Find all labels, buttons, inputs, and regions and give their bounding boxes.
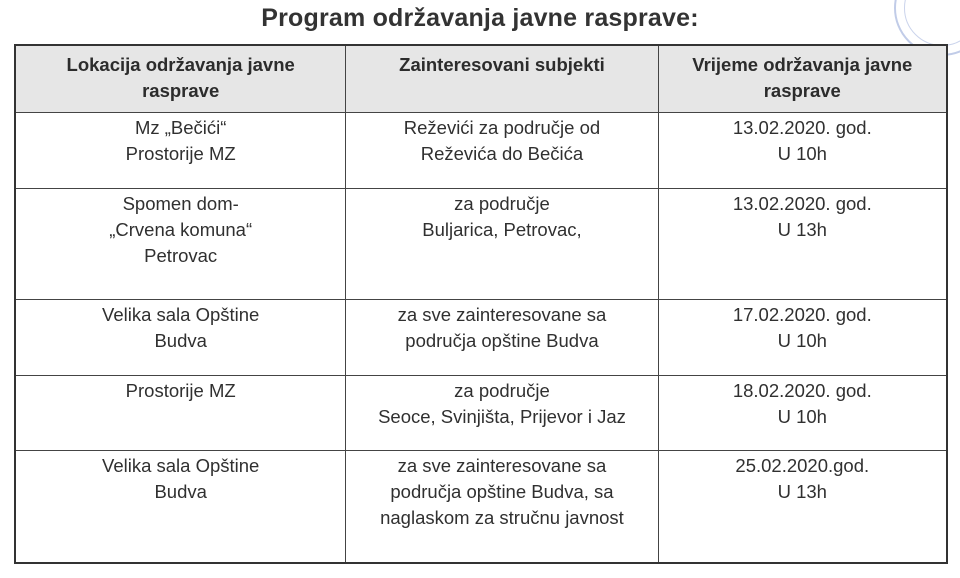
location-cell bbox=[15, 113, 346, 189]
header-location bbox=[15, 45, 346, 113]
time-cell bbox=[658, 375, 947, 451]
cell-line: „Crvena komuna“ bbox=[109, 218, 253, 240]
header-line: rasprave bbox=[763, 80, 841, 101]
table-row bbox=[15, 451, 947, 563]
cell-line: Reževići za područje od bbox=[403, 117, 601, 138]
location-cell bbox=[15, 375, 346, 451]
cell-line: 18.02.2020. god. bbox=[732, 379, 872, 401]
header-time bbox=[658, 45, 947, 113]
header-subjects bbox=[346, 45, 658, 113]
header-line: Lokacija održavanja javne bbox=[66, 54, 295, 75]
page-title: Program održavanja javne rasprave: bbox=[261, 4, 699, 32]
cell-line: 13.02.2020. god. bbox=[732, 192, 872, 214]
table-row bbox=[15, 113, 947, 189]
cell-line: Velika sala Opštine bbox=[102, 455, 260, 477]
subjects-cell bbox=[346, 188, 658, 299]
schedule-table bbox=[14, 44, 948, 564]
cell-line: Budva bbox=[154, 481, 207, 503]
cell-line: U 10h bbox=[777, 330, 827, 352]
cell-line: naglaskom za stručnu javnost bbox=[380, 507, 624, 529]
cell-line: 17.02.2020. god. bbox=[732, 304, 872, 326]
cell-line: Prostorije MZ bbox=[125, 379, 236, 401]
cell-line: područja opštine Budva, sa bbox=[390, 481, 614, 503]
cell-line: Prostorije MZ bbox=[125, 143, 236, 164]
cell-line: U 13h bbox=[777, 481, 827, 503]
subjects-cell bbox=[346, 451, 658, 563]
cell-line: za područje bbox=[454, 379, 550, 401]
location-cell bbox=[15, 188, 346, 299]
header-line: Zainteresovani subjekti bbox=[399, 54, 605, 75]
location-cell bbox=[15, 300, 346, 376]
cell-line: za sve zainteresovane sa bbox=[397, 455, 607, 477]
cell-line: Seoce, Svinjišta, Prijevor i Jaz bbox=[378, 405, 626, 427]
cell-line: Budva bbox=[154, 330, 207, 352]
cell-line: Petrovac bbox=[144, 244, 218, 266]
header-line: Vrijeme održavanja javne bbox=[692, 54, 913, 75]
cell-line: Reževića do Bečića bbox=[420, 143, 584, 164]
cell-line: U 10h bbox=[777, 405, 827, 427]
location-cell bbox=[15, 451, 346, 563]
subjects-cell bbox=[346, 375, 658, 451]
table-header-row bbox=[15, 45, 947, 113]
cell-line: 25.02.2020.god. bbox=[735, 455, 870, 477]
subjects-cell bbox=[346, 300, 658, 376]
cell-line: za sve zainteresovane sa bbox=[397, 304, 607, 326]
cell-line: područja opštine Budva bbox=[405, 330, 599, 352]
cell-line: U 13h bbox=[777, 218, 827, 240]
table-row bbox=[15, 375, 947, 451]
cell-line: Spomen dom- bbox=[122, 192, 239, 214]
cell-line: Mz „Bečići“ bbox=[134, 117, 227, 138]
time-cell bbox=[658, 188, 947, 299]
header-line: rasprave bbox=[142, 80, 220, 101]
cell-line: U 10h bbox=[777, 143, 827, 164]
time-cell bbox=[658, 300, 947, 376]
table-row bbox=[15, 300, 947, 376]
table-row bbox=[15, 188, 947, 299]
cell-line: Velika sala Opštine bbox=[102, 304, 260, 326]
subjects-cell bbox=[346, 113, 658, 189]
time-cell bbox=[658, 451, 947, 563]
time-cell bbox=[658, 113, 947, 189]
cell-line: za područje bbox=[454, 192, 550, 214]
cell-line: 13.02.2020. god. bbox=[732, 117, 872, 138]
cell-line: Buljarica, Petrovac, bbox=[422, 218, 582, 240]
